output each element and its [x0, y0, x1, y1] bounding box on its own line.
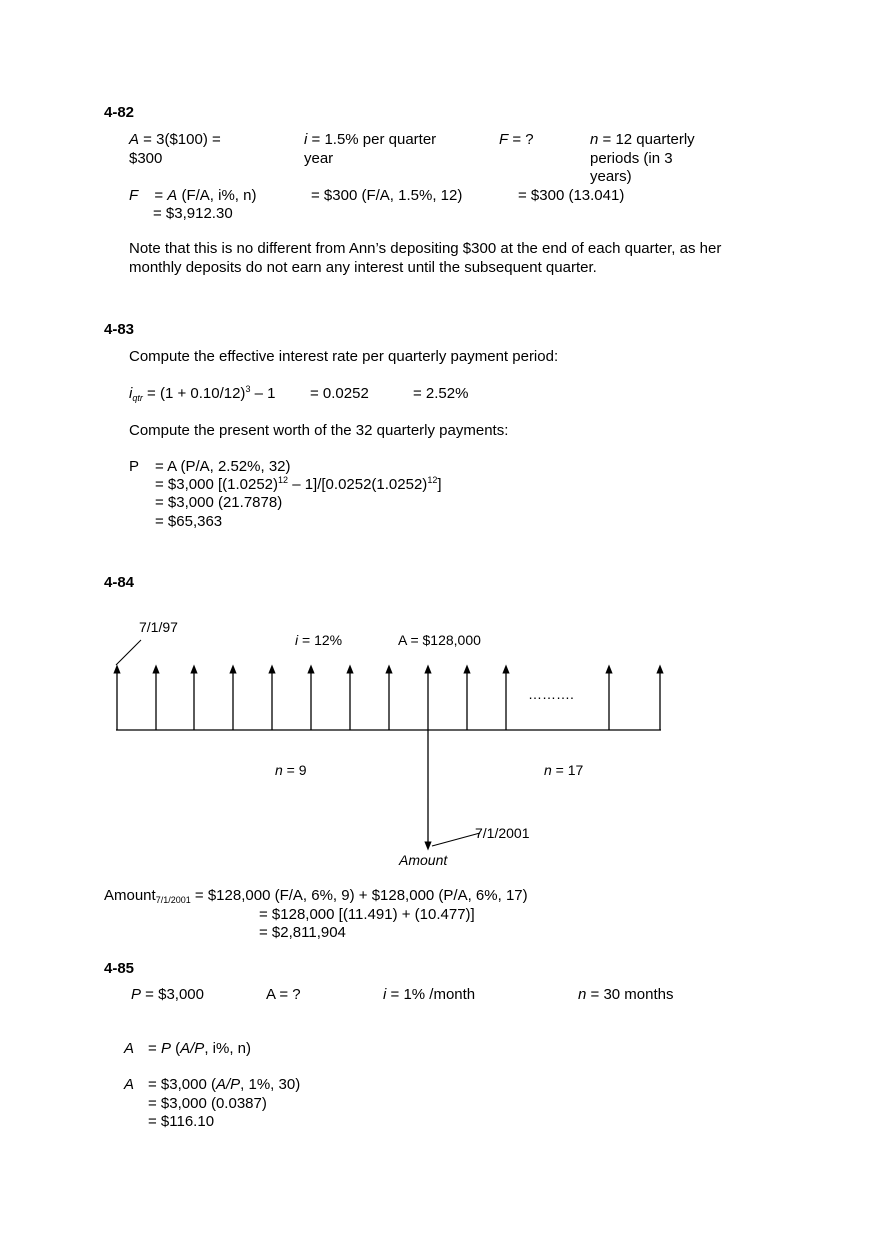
problem-4-84-heading: 4-84 [104, 574, 135, 591]
problem-4-82-heading: 4-82 [104, 104, 135, 121]
given-n-line1: n = 12 quarterly [590, 131, 695, 148]
formula-a: = P (A/P, i%, n) [148, 1040, 251, 1057]
given-n: n = 30 months [578, 986, 674, 1003]
present-worth-intro: Compute the present worth of the 32 quarterly payments: [129, 422, 509, 439]
formula-a-symbol: A [124, 1040, 135, 1057]
given-a: A = ? [266, 986, 301, 1003]
present-worth-line2: = $3,000 $[(1.0252)^{12} - 1]/[0.0252(1.0252)^{12}]$ [155, 475, 442, 493]
annuity-label: A = $128,000 [398, 632, 481, 648]
given-i-line1: i = 1.5% per quarter [304, 131, 437, 148]
given-n-line3: years) [590, 168, 632, 185]
present-worth-line3: = $3,000 (21.7878) [155, 494, 283, 511]
formula-f: F = A (F/A, i%, n) [129, 187, 257, 204]
payment-arrows [117, 669, 660, 730]
problem-4-83-heading: 4-83 [104, 321, 135, 338]
ellipsis: ………. [528, 686, 574, 702]
formula-f-step2: = $300 (F/A, 1.5%, 12) [311, 187, 463, 204]
problem-4-85-heading: 4-85 [104, 960, 135, 977]
effective-rate-equation: $i_{qtr} = (1 + 0.10/12)^3 - 1$ [129, 384, 276, 403]
given-p: P = $3,000 [131, 986, 204, 1003]
given-n-line2: periods (in 3 [590, 150, 673, 167]
present-worth-symbol: P [129, 458, 140, 475]
cash-flow-diagram [0, 600, 880, 880]
amount-label: Amount [399, 852, 448, 868]
n-17-label: n = 17 [544, 762, 584, 778]
formula-f-step3: = $300 (13.041) [518, 187, 625, 204]
given-i-line2: year [304, 150, 334, 167]
end-date-leader [432, 833, 480, 846]
n-9-label: n = 9 [275, 762, 307, 778]
calc-a-symbol: A [124, 1076, 135, 1093]
present-worth-line4: = $65,363 [155, 513, 223, 530]
note-line1: Note that this is no different from Ann’s depositing $300 at the end of each quarter, as her [129, 240, 722, 257]
given-a-line1: A = 3($100) = [129, 131, 221, 148]
calc-a-line2: = $3,000 (0.0387) [148, 1095, 267, 1112]
given-f: F = ? [499, 131, 534, 148]
amount-equation-line1: Amount$_{7/1/2001}$ = $128,000 (F/A, 6%, 9) + $128,000 (P/A, 6%, 17) [104, 887, 528, 905]
formula-f-result: = $3,912.30 [153, 205, 233, 222]
given-i: i = 1% /month [383, 986, 476, 1003]
present-worth-line1: = A (P/A, 2.52%, 32) [155, 458, 291, 475]
effective-rate-percent: = 2.52% [413, 385, 469, 402]
start-date-leader [116, 640, 141, 665]
note-line2: monthly deposits do not earn any interest until the subsequent quarter. [129, 259, 597, 276]
interest-rate-label: i = 12% [295, 632, 343, 648]
effective-rate-value: = 0.0252 [310, 385, 369, 402]
calc-a-line1: = $3,000 (A/P, 1%, 30) [148, 1076, 301, 1093]
start-date-label: 7/1/97 [139, 619, 178, 635]
end-date-label: 7/1/2001 [475, 825, 530, 841]
given-a-line2: $300 [129, 150, 163, 167]
amount-equation-line2: = $128,000 [(11.491) + (10.477)] [259, 906, 475, 923]
effective-rate-intro: Compute the effective interest rate per quarterly payment period: [129, 348, 559, 365]
amount-equation-line3: = $2,811,904 [259, 924, 346, 941]
calc-a-result: = $116.10 [148, 1113, 215, 1130]
